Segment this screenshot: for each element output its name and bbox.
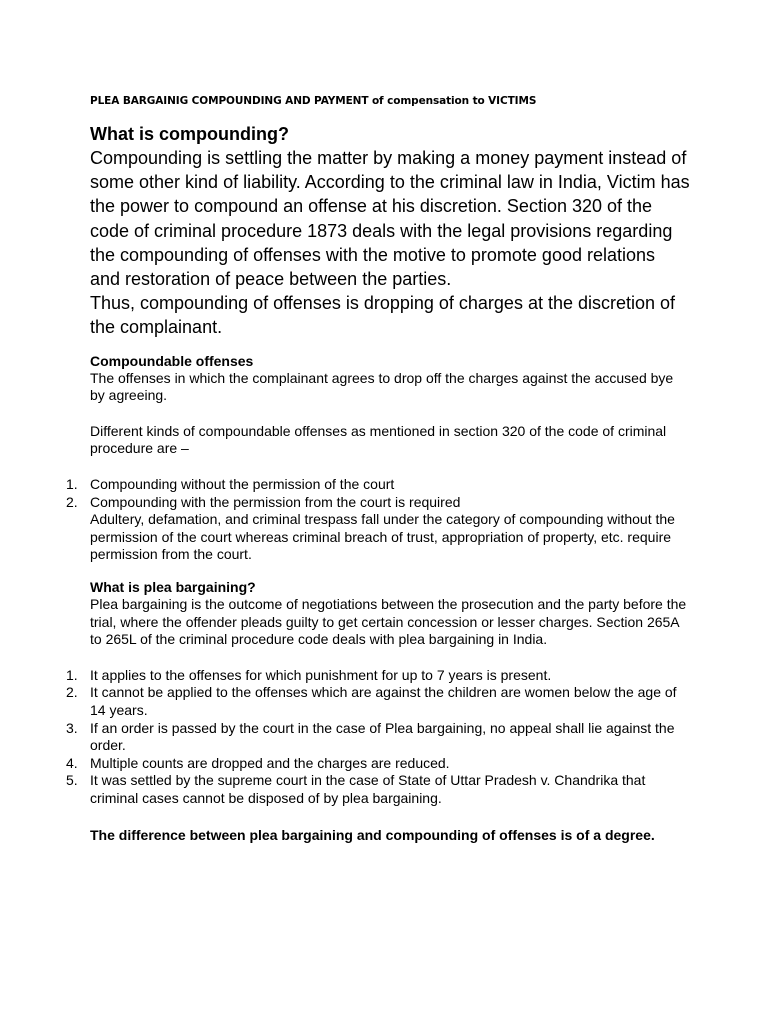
compounding-paragraph-1: Compounding is settling the matter by making a money payment instead of some other kind of liability. According to the criminal law in India, Victim has the power to compound an offense at his discretion. Section 320 of the code of criminal procedure 1873 deals with the legal provisions regarding the compounding of offenses with the motive to promote good relations and restoration of peace between the parties. — [90, 148, 690, 290]
list-number: 3. — [66, 719, 78, 736]
document-title: PLEA BARGAINIG COMPOUNDING AND PAYMENT of compensation to VICTIMS — [90, 95, 537, 107]
list-text: It was settled by the supreme court in the case of State of Uttar Pradesh v. Chandrika that criminal cases cannot be disposed of by plea bargaining. — [90, 772, 646, 806]
list-text: Compounding without the permission of the court — [90, 476, 395, 492]
list-number: 2. — [66, 684, 78, 701]
compoundable-paragraph-2: Different kinds of compoundable offenses as mentioned in section 320 of the code of criminal procedure are – — [90, 422, 667, 457]
conclusion-statement: The difference between plea bargaining and compounding of offenses is of a degree. — [90, 826, 655, 843]
list-text: If an order is passed by the court in the case of Plea bargaining, no appeal shall lie against the order. — [90, 719, 675, 754]
list-item — [66, 476, 690, 494]
list-item — [66, 493, 690, 512]
document-page — [66, 94, 690, 844]
compoundable-paragraph-3: Adultery, defamation, and criminal trespass fall under the category of compounding without the permission of the court whereas criminal breach of trust, appropriation of property, etc. require permission from the court. — [90, 511, 675, 563]
section-compoundable-offenses — [66, 352, 690, 564]
heading-compoundable-offenses: Compoundable offenses — [90, 352, 254, 369]
heading-what-is-compounding: What is compounding? — [90, 124, 289, 144]
section-compounding — [90, 122, 690, 340]
compoundable-list — [66, 476, 690, 511]
list-number: 1. — [66, 666, 78, 683]
list-item — [66, 754, 690, 773]
list-text: Compounding with the permission from the court is required — [90, 493, 461, 510]
list-number: 1. — [66, 476, 78, 492]
list-item — [66, 666, 690, 685]
section-plea-bargaining — [66, 578, 690, 844]
plea-paragraph-1: Plea bargaining is the outcome of negotiations between the prosecution and the party before the trial, where the offender pleads guilty to get certain concession or lesser charges. Section 265A to 265L of the criminal procedure code deals with plea bargaining in India. — [90, 595, 687, 648]
list-item — [66, 684, 690, 719]
heading-what-is-plea-bargaining: What is plea bargaining? — [90, 578, 256, 595]
list-text: It applies to the offenses for which punishment for up to 7 years is present. — [90, 666, 552, 683]
plea-list — [66, 666, 690, 808]
list-item — [66, 719, 690, 755]
list-number: 5. — [66, 772, 78, 789]
compounding-paragraph-2: Thus, compounding of offenses is dropping of charges at the discretion of the complainant. — [90, 293, 676, 338]
list-number: 2. — [66, 493, 78, 510]
list-item — [66, 772, 690, 807]
list-text: It cannot be applied to the offenses which are against the children are women below the age of 14 years. — [90, 684, 677, 718]
list-number: 4. — [66, 754, 78, 771]
list-text: Multiple counts are dropped and the charges are reduced. — [90, 754, 450, 771]
compoundable-paragraph-1: The offenses in which the complainant agrees to drop off the charges against the accused bye by agreeing. — [90, 369, 674, 404]
